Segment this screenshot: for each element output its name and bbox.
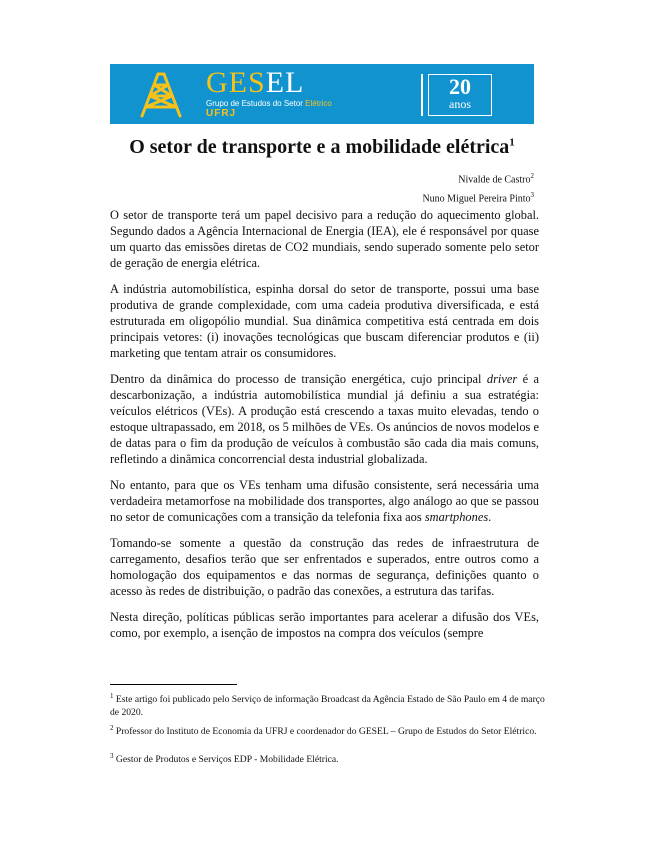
footnote-2: $^2$ Professor do Instituto de Economia da UFRJ e coordenador do GESEL – Grupo de Estudos do Setor Elétrico. [110, 724, 537, 738]
paragraph: A indústria automobilística, espinha dorsal do setor de transporte, possui uma base produtiva de grande complexidade, com uma cadeia produtiva diversificada, e está estruturada em oligopólio mundial. Sua dinâmica competitiva está centrada em dois principais vetores: (i) inovações tecnológicas que buscam diferenciar produtos e (ii) marketing que tentam atrair os consumidores. [110, 282, 539, 360]
header-banner [110, 64, 534, 124]
brand-logo-text: GESEL [206, 66, 305, 99]
article-body [110, 207, 539, 651]
footnote-1: $^1$ Este artigo foi publicado pelo Serviço de informação Broadcast da Agência Estado de São Paulo em 4 de março de 2020. [110, 692, 545, 719]
paragraph: O setor de transporte terá um papel decisivo para a redução do aquecimento global. Segundo dados a Agência Internacional de Energia (IEA), ele é responsável por quase um quarto das emissões diretas de CO2 mundiais, sendo superado somente pelo setor de geração de energia elétrica. [110, 208, 539, 270]
brand-subtitle: Grupo de Estudos do Setor Elétrico [206, 99, 332, 108]
footnote-3: $^3$ Gestor de Produtos e Serviços EDP - Mobilidade Elétrica. [110, 752, 339, 766]
footnote-rule [110, 684, 237, 685]
anniversary-label: anos [449, 97, 471, 111]
transmission-tower-icon [138, 72, 184, 118]
author-2: Nuno Miguel Pereira Pinto$^3$ [422, 191, 534, 205]
divider [421, 74, 423, 116]
paragraph: Tomando-se somente a questão da construção das redes de infraestrutura de carregamento, desafios terão que ser enfrentados e superados, entre outros como a homologação dos equipamentos e das normas de segurança, definições quanto o acesso às redes de distribuição, o padrão das conexões, a estrutura das tarifas. [110, 536, 539, 598]
paragraph: No entanto, para que os VEs tenham uma difusão consistente, será necessária uma verdadeira metamorfose na mobilidade dos transportes, algo análogo ao que se passou no setor de comunicações com a transição da telefonia fixa aos smartphones. [110, 478, 539, 524]
paragraph: Nesta direção, políticas públicas serão importantes para acelerar a difusão dos VEs, como, por exemplo, a isenção de impostos na compra dos veículos (sempre [110, 610, 539, 640]
anniversary-badge [428, 74, 492, 116]
article-title: O setor de transporte e a mobilidade elétrica$^1$ [129, 136, 515, 158]
title-footnote-ref: 1 [509, 136, 515, 149]
institution-label: UFRJ [206, 108, 237, 119]
author-1: Nivalde de Castro$^2$ [458, 172, 534, 186]
anniversary-number: 20 [449, 74, 471, 99]
paragraph: Dentro da dinâmica do processo de transição energética, cujo principal driver é a descarbonização, a indústria automobilística mundial já definiu a sua estratégia: veículos elétricos (VEs). A produção está crescendo a taxas muito elevadas, tendo o estoque ultrapassado, em 2018, os 5 milhões de VEs. Os anúncios de novos modelos e de datas para o fim da produção de veículos à combustão são cada dia mais comuns, refletindo a dinâmica concorrencial desta industrial globalizada. [110, 372, 539, 466]
